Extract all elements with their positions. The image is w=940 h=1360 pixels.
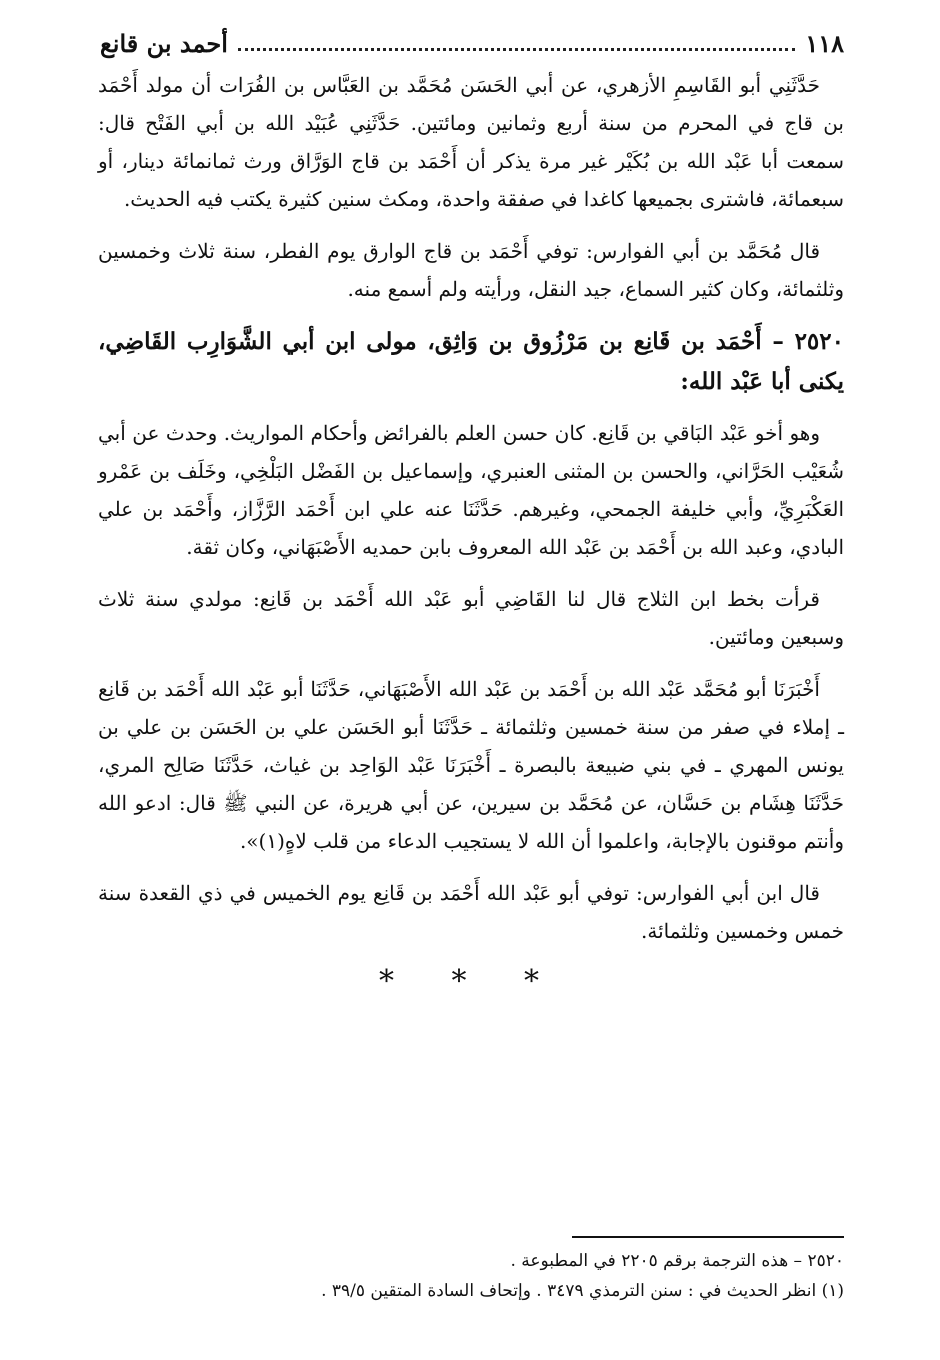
page-header xyxy=(100,26,844,60)
paragraph-birth-year: قرأت بخط ابن الثلاج قال لنا القَاضِي أبو عَبْد الله أَحْمَد بن قَانِع: مولدي سنة ثلاث وسبعين ومائتين. xyxy=(98,587,844,649)
entry-heading: ٢٥٢٠ – أَحْمَد بن قَانِع بن مَرْزُوق بن وَاثِق، مولى ابن أبي الشَّوَارِب القَاضِي، يكنى أبا عَبْد الله: xyxy=(98,328,844,395)
paragraph-death-year: قال ابن أبي الفوارس: توفي أبو عَبْد الله أَحْمَد بن قَانِع يوم الخميس في ذي القعدة سنة خمس وخمسين وثلثمائة. xyxy=(98,881,844,943)
section-separator: * * * xyxy=(378,964,564,999)
footnote-divider xyxy=(572,1236,844,1238)
paragraph-biography: وهو أخو عَبْد البَاقي بن قَانِع. كان حسن العلم بالفرائض وأحكام المواريث. وحدث عن أبي شُعَيْب الحَرَّاني، والحسن بن المثنى العنبري، وإسماعيل بن الفَضْل البَلْخِي، وخَلَف بن عَمْرو العَكْبَرِيِّ، وأبي خليفة الجمحي، وغيرهم. حَدَّثَنَا عنه علي ابن أَحْمَد الرَّزَّاز، وأَحْمَد بن علي البادي، وعبد الله بن أَحْمَد بن عَبْد الله المعروف بابن حمديه الأَصْبَهَاني، وكان ثقة. xyxy=(98,421,844,559)
paragraph-hadith: أَخْبَرَنَا أبو مُحَمَّد عَبْد الله بن أَحْمَد بن عَبْد الله الأَصْبَهَاني، حَدَّثَنَا أبو عَبْد الله أَحْمَد بن قَانِع ـ إملاء في صفر من سنة خمسين وثلثمائة ـ حَدَّثَنَا أبو الحَسَن علي بن الحَسَن بن علي بن يونس المهري ـ في بني ضبيعة بالبصرة ـ أَخْبَرَنَا عَبْد الوَاحِد بن غياث، حَدَّثَنَا صَالِح المري، حَدَّثَنَا هِشَام بن حَسَّان، عن مُحَمَّد بن سيرين، عن أبي هريرة، عن النبي ﷺ قال: ادعو الله وأنتم موقنون بالإجابة، واعلموا أن الله لا يستجيب الدعاء من قلب لاهٍ(١)». xyxy=(98,677,844,853)
footnote-entry-note: ٢٥٢٠ – هذه الترجمة برقم ٢٢٠٥ في المطبوعة . xyxy=(510,1251,844,1271)
footnotes xyxy=(98,1246,844,1306)
paragraph-death-info: قال مُحَمَّد بن أبي الفوارس: توفي أَحْمَد بن قاج الوارق يوم الفطر، سنة ثلاث وخمسين وثلثمائة، وكان كثير السماع، جيد النقل، ورأيته ولم أسمع منه. xyxy=(98,239,844,301)
running-title: أحمد بن قانع xyxy=(100,28,228,58)
header-dotted-leader xyxy=(238,48,795,51)
footnote-1: (١) انظر الحديث في : سنن الترمذي ٣٤٧٩ . وإتحاف السادة المتقين ٣٩/٥ . xyxy=(321,1281,844,1301)
page-number: ١١٨ xyxy=(805,28,844,58)
paragraph-birth-info: حَدَّثَنِي أبو القَاسِمِ الأزهري، عن أبي الحَسَن مُحَمَّد بن العَبَّاس بن الفُرَات أن مولد أَحْمَد بن قاج في المحرم من سنة أربع وثمانين ومائتين. حَدَّثَنِي عُبَيْد الله بن أبي الفَتْح قال: سمعت أبا عَبْد الله بن بُكَيْر غير مرة يذكر أن أَحْمَد بن قاج الوَرَّاق ورث ثمانمائة دينار، أو سبعمائة، فاشترى بجميعها كاغدا في صفقة واحدة، ومكث سنين كثيرة يكتب فيه الحديث. xyxy=(98,73,844,211)
page-body xyxy=(98,66,844,1017)
